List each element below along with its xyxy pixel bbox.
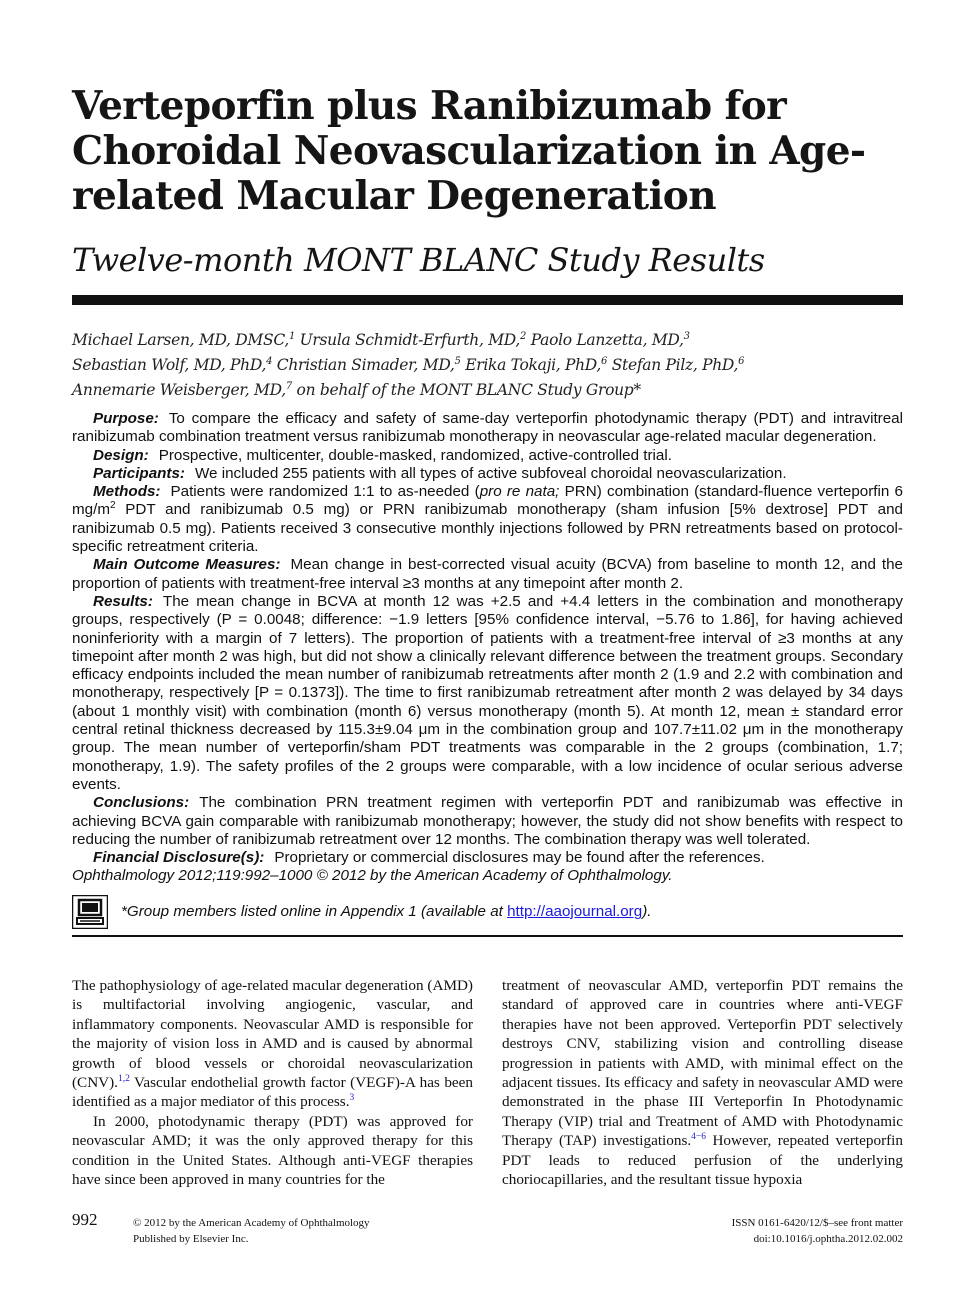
- article-subtitle: Twelve-month MONT BLANC Study Results: [72, 241, 765, 279]
- abstract-results: Results: The mean change in BCVA at month 12 was +2.5 and +4.4 letters in the combination and monotherapy groups, respectively (P = 0.0048; difference: −1.9 letters [95% confidence interval, −5.76 to 1.86], for having achieved noninferiority with a margin of 7 letters). The proportion of patients with a treatment-free interval of ≥3 months at any timepoint after month 2 was high, but did not show a clinically relevant difference between the treatment groups. Secondary efficacy endpoints included the mean number of ranibizumab retreatments after month 2 (1.9 and 2.2 with combination and monotherapy, respectively [P = 0.1373]). The time to first ranibizumab retreatment after month 2 was delayed by 34 days (about 1 monthly visit) with combination (month 6) versus monotherapy (month 5). At month 12, mean ± standard error central retinal thickness decreased by 115.3±9.04 μm in the combination group and 107.7±11.02 μm in the monotherapy group. The mean number of verteporfin/sham PDT treatments was comparable in the 2 groups (combination, 1.7; monotherapy, 1.9). The safety profiles of the 2 groups were comparable, with a low incidence of ocular serious adverse events.: [72, 592, 903, 793]
- abstract-purpose: Purpose: To compare the efficacy and safety of same-day verteporfin photodynamic therapy (PDT) and intravitreal ranibizumab combination treatment versus ranibizumab monotherapy in neovascular age-related macular degeneration.: [72, 410, 903, 446]
- reference-link[interactable]: 4−6: [691, 1132, 707, 1143]
- reference-link[interactable]: 1,2: [117, 1073, 130, 1084]
- abstract-disclosure: Financial Disclosure(s): Proprietary or commercial disclosures may be found after the references.: [93, 849, 765, 867]
- abstract-rule: [72, 935, 903, 937]
- body-paragraph: In 2000, photodynamic therapy (PDT) was approved for neovascular AMD; it was the only approved therapy for this condition in the United States. Although anti-VEGF therapies have since been approved in many countries for the: [72, 1112, 473, 1189]
- abstract-outcome: Main Outcome Measures: Mean change in best-corrected visual acuity (BCVA) from baseline to month 12, and the proportion of patients with treatment-free interval ≥3 months at any timepoint after month 2.: [72, 556, 903, 592]
- abstract-design: Design: Prospective, multicenter, double-masked, randomized, active-controlled trial.: [93, 446, 672, 464]
- abstract-citation: Ophthalmology 2012;119:992–1000 © 2012 by the American Academy of Ophthalmology.: [72, 867, 673, 885]
- body-column-left: [72, 976, 473, 1189]
- copyright-line: © 2012 by the American Academy of Ophthalmology: [133, 1217, 370, 1229]
- author-line-3: Annemarie Weisberger, MD,$^7$ on behalf of the MONT BLANC Study Group*: [72, 381, 641, 400]
- copyright-block: [133, 1215, 370, 1247]
- publisher-line: Published by Elsevier Inc.: [133, 1233, 249, 1245]
- article-title: Verteporfin plus Ranibizumab for Choroidal Neovascularization in Age-related Macular Degeneration: [72, 83, 866, 219]
- doi-line: doi:10.1016/j.ophtha.2012.02.002: [753, 1233, 903, 1245]
- author-list: [72, 326, 903, 401]
- author-line-2: Sebastian Wolf, MD, PhD,$^4$ Christian Simader, MD,$^5$ Erika Tokaji, PhD,$^6$ Stefan Pilz, PhD,$^6$: [72, 356, 745, 375]
- issn-block: [732, 1215, 903, 1247]
- issn-line: ISSN 0161-6420/12/$–see front matter: [731, 1217, 903, 1229]
- author-line-1: Michael Larsen, MD, DMSC,$^1$ Ursula Schmidt-Erfurth, MD,$^2$ Paolo Lanzetta, MD,$^3$: [72, 331, 690, 350]
- appendix-note-text: *Group members listed online in Appendix 1 (available at http://aaojournal.org).: [121, 903, 652, 920]
- reference-link[interactable]: 3: [349, 1093, 355, 1104]
- appendix-note: [72, 895, 903, 933]
- computer-icon: [72, 895, 108, 929]
- abstract: [72, 410, 903, 886]
- title-rule: [72, 295, 903, 305]
- aaojournal-link[interactable]: http://aaojournal.org: [507, 903, 643, 920]
- body-paragraph: treatment of neovascular AMD, verteporfin PDT remains the standard of approved care in countries where anti-VEGF therapies have not been approved. Verteporfin PDT selectively destroys CNV, stabilizing vision and controlling disease progression in patients with AMD, with minimal effect on the adjacent tissues. Its efficacy and safety in neovascular AMD were demonstrated in the phase III Verteporfin In Photodynamic Therapy (VIP) trial and Treatment of AMD with Photodynamic Therapy (TAP) investigations.$^{4-6}$ However, repeated verteporfin PDT leads to reduced perfusion of the underlying choriocapillaries, and the resultant tissue hypoxia: [502, 977, 903, 1189]
- abstract-conclusions: Conclusions: The combination PRN treatment regimen with verteporfin PDT and ranibizumab was effective in achieving BCVA gain comparable with ranibizumab monotherapy; however, the study did not show benefits with respect to reducing the number of ranibizumab retreatment over 12 months. The combination therapy was well tolerated.: [72, 794, 903, 848]
- body-paragraph: The pathophysiology of age-related macular degeneration (AMD) is multifactorial involving angiogenic, vascular, and inflammatory components. Neovascular AMD is responsible for the majority of vision loss in AMD and is caused by abnormal growth of blood vessels or choroidal neovascularization (CNV).$^{1,2}$ Vascular endothelial growth factor (VEGF)-A has been identified as a major mediator of this process.$^3$: [72, 977, 473, 1111]
- page-number: 992: [72, 1210, 98, 1229]
- abstract-methods: Methods: Patients were randomized 1:1 to as-needed (pro re nata; PRN) combination (standard-fluence verteporfin 6 $mg/m^2$ PDT and ranibizumab 0.5 mg) or PRN ranibizumab monotherapy (sham infusion [5% dextrose] PDT and ranibizumab 0.5 mg). Patients received 3 consecutive monthly injections followed by PRN retreatments based on protocol-specific retreatment criteria.: [72, 483, 903, 556]
- body-column-right: [502, 976, 903, 1189]
- abstract-participants: Participants: We included 255 patients with all types of active subfoveal choroidal neovascularization.: [93, 464, 787, 482]
